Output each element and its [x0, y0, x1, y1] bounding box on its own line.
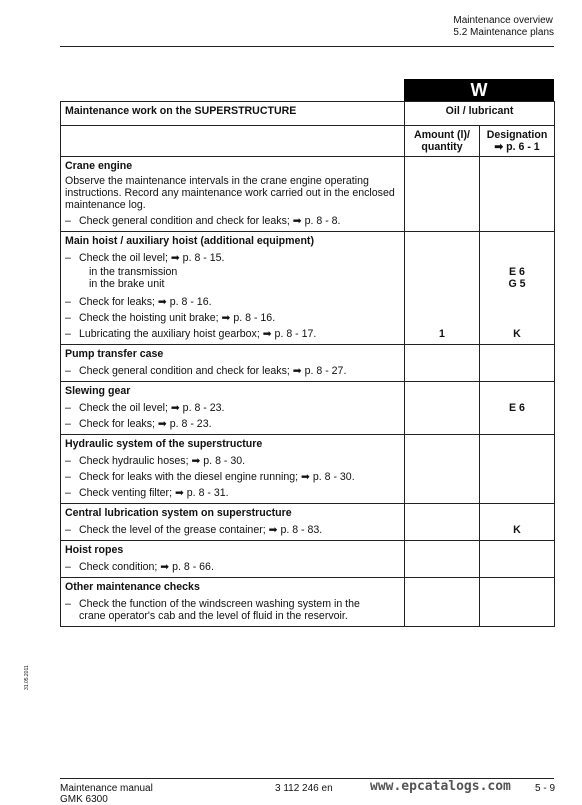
bullet-dash: –	[65, 402, 71, 414]
section-amount-cell	[405, 578, 480, 627]
amount-value	[405, 250, 479, 266]
section-work-cell	[61, 232, 405, 345]
task-item	[61, 522, 404, 538]
section-title: Slewing gear	[65, 385, 131, 397]
section-designation-cell	[480, 232, 555, 345]
column-header-work: Maintenance work on the SUPERSTRUCTURE	[61, 102, 405, 126]
task-item	[61, 485, 404, 501]
amount-value	[405, 211, 479, 227]
table-header-row	[61, 102, 555, 126]
amount-value	[405, 294, 479, 310]
section-row	[61, 157, 555, 232]
amount-value: 1	[439, 328, 445, 340]
bullet-dash: –	[65, 471, 71, 483]
bullet-dash: –	[65, 312, 71, 324]
amount-value	[405, 453, 479, 469]
section-work-cell	[61, 504, 405, 541]
section-work-cell	[61, 578, 405, 627]
section-title: Hydraulic system of the superstructure	[65, 438, 263, 450]
section-title: Crane engine	[65, 160, 133, 172]
task-subitem: in the transmission	[89, 266, 178, 278]
task-item	[61, 326, 404, 342]
task-item	[61, 416, 404, 432]
column-header-oil: Oil / lubricant	[405, 102, 555, 126]
section-work-cell	[61, 382, 405, 435]
designation-value	[480, 294, 554, 310]
section-row	[61, 435, 555, 504]
footer-model: GMK 6300	[60, 794, 108, 805]
maintenance-table	[60, 101, 555, 627]
designation-value	[480, 310, 554, 326]
task-text: Check hydraulic hoses; ➡ p. 8 - 30.	[79, 455, 246, 467]
section-designation-cell	[480, 578, 555, 627]
section-title: Pump transfer case	[65, 348, 164, 360]
section-designation-cell	[480, 504, 555, 541]
table-subheader-row	[61, 126, 555, 157]
bullet-dash: –	[65, 487, 71, 499]
section-title: Hoist ropes	[65, 544, 124, 556]
section-row	[61, 345, 555, 382]
bullet-dash: –	[65, 598, 71, 610]
task-item	[61, 213, 404, 229]
designation-value: G 5	[508, 278, 526, 290]
amount-value	[405, 485, 479, 501]
section-row	[61, 232, 555, 345]
side-date: 31.05.2011	[24, 665, 30, 690]
w-interval-label: W	[404, 79, 554, 101]
task-text: Check condition; ➡ p. 8 - 66.	[79, 561, 214, 573]
section-designation-cell	[480, 345, 555, 382]
task-text: Check venting filter; ➡ p. 8 - 31.	[79, 487, 229, 499]
designation-value: E 6	[509, 402, 525, 414]
header-chapter: Maintenance overview	[453, 15, 553, 26]
bullet-dash: –	[65, 524, 71, 536]
footer-manual	[60, 783, 153, 805]
task-text: Check the hoisting unit brake; ➡ p. 8 - 16.	[79, 312, 276, 324]
section-row	[61, 541, 555, 578]
footer-title: Maintenance manual	[60, 783, 153, 794]
designation-value: K	[513, 524, 521, 536]
amount-value	[405, 596, 479, 624]
section-work-cell	[61, 541, 405, 578]
section-note: Observe the maintenance intervals in the crane engine operating instructions. Record any maintenance work carried out in the enclosed maintenance log.	[65, 175, 395, 211]
task-text: Check for leaks with the diesel engine running; ➡ p. 8 - 30.	[79, 471, 355, 483]
task-text: Check the level of the grease container; ➡ p. 8 - 83.	[79, 524, 323, 536]
footer-doc-number: 3 112 246 en	[275, 783, 333, 794]
amount-value	[405, 416, 479, 432]
section-title: Central lubrication system on superstructure	[65, 507, 292, 519]
section-amount-cell	[405, 345, 480, 382]
task-text: Check the oil level; ➡ p. 8 - 23.	[79, 402, 225, 414]
task-subitem: in the brake unit	[89, 278, 165, 290]
designation-value	[480, 469, 554, 485]
task-text: Check the oil level; ➡ p. 8 - 15.	[79, 252, 225, 264]
section-row	[61, 578, 555, 627]
bullet-dash: –	[65, 365, 71, 377]
designation-value	[480, 211, 554, 227]
section-title: Main hoist / auxiliary hoist (additional equipment)	[65, 235, 314, 247]
amount-value	[405, 469, 479, 485]
section-designation-cell	[480, 435, 555, 504]
section-work-cell	[61, 345, 405, 382]
bullet-dash: –	[65, 215, 71, 227]
task-item	[61, 400, 404, 416]
designation-value	[480, 559, 554, 575]
section-designation-cell	[480, 157, 555, 232]
designation-value: E 6	[509, 266, 525, 278]
designation-value	[480, 416, 554, 432]
task-text: Check for leaks; ➡ p. 8 - 23.	[79, 418, 212, 430]
task-text: Check for leaks; ➡ p. 8 - 16.	[79, 296, 212, 308]
bullet-dash: –	[65, 561, 71, 573]
section-work-cell	[61, 435, 405, 504]
section-amount-cell	[405, 232, 480, 345]
task-item	[61, 596, 404, 624]
task-text: Check general condition and check for leaks; ➡ p. 8 - 27.	[79, 365, 347, 377]
section-amount-cell	[405, 382, 480, 435]
designation-value	[480, 250, 554, 266]
task-item	[61, 453, 404, 469]
amount-value	[405, 522, 479, 538]
task-text: Check general condition and check for leaks; ➡ p. 8 - 8.	[79, 215, 341, 227]
task-text: Lubricating the auxiliary hoist gearbox; ➡ p. 8 - 17.	[79, 328, 317, 340]
section-title: Other maintenance checks	[65, 581, 200, 593]
bullet-dash: –	[65, 418, 71, 430]
section-amount-cell	[405, 504, 480, 541]
column-header-amount: Amount (l)/ quantity	[405, 126, 480, 157]
section-amount-cell	[405, 157, 480, 232]
bullet-dash: –	[65, 455, 71, 467]
task-item	[61, 310, 404, 326]
amount-value	[405, 559, 479, 575]
amount-value	[405, 400, 479, 416]
designation-value	[480, 363, 554, 379]
header-divider	[60, 46, 554, 47]
section-work-cell	[61, 157, 405, 232]
footer-page-number: 5 - 9	[535, 783, 556, 794]
section-designation-cell	[480, 541, 555, 578]
section-amount-cell	[405, 541, 480, 578]
bullet-dash: –	[65, 296, 71, 308]
designation-value: K	[513, 328, 521, 340]
task-text: Check the function of the windscreen washing system in the	[79, 598, 360, 610]
section-row	[61, 504, 555, 541]
task-item	[61, 250, 404, 266]
column-header-designation: Designation ➡ p. 6 - 1	[480, 126, 555, 157]
bullet-dash: –	[65, 252, 71, 264]
task-item	[61, 469, 404, 485]
page-header	[453, 15, 554, 39]
amount-value	[405, 310, 479, 326]
header-section: 5.2 Maintenance plans	[453, 27, 554, 38]
amount-value	[405, 363, 479, 379]
designation-value	[480, 485, 554, 501]
section-row	[61, 382, 555, 435]
bullet-dash: –	[65, 328, 71, 340]
designation-value	[480, 453, 554, 469]
task-text-cont: crane operator's cab and the level of fluid in the reservoir.	[79, 610, 348, 622]
task-item	[61, 294, 404, 310]
footer-watermark: www.epcatalogs.com	[370, 779, 511, 794]
task-item	[61, 363, 404, 379]
section-amount-cell	[405, 435, 480, 504]
designation-value	[480, 596, 554, 624]
section-designation-cell	[480, 382, 555, 435]
task-item	[61, 559, 404, 575]
